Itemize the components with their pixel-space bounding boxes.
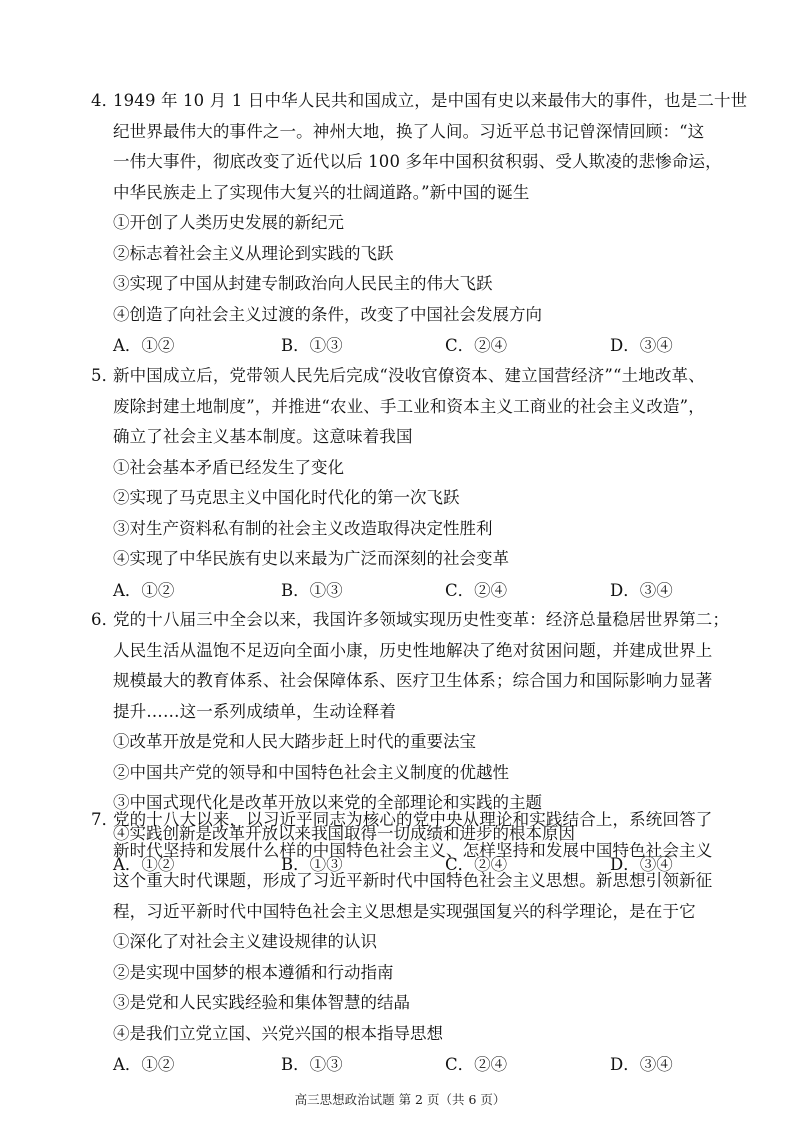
- statement-option: ③中国式现代化是改革开放以来党的全部理论和实践的主题: [113, 793, 542, 812]
- question-stem-line: 纪世界最伟大的事件之一。神州大地，换了人间。习近平总书记曾深情回顾：“这: [113, 121, 705, 141]
- statement-option: ④是我们立党立国、兴党兴国的根本指导思想: [113, 1023, 443, 1043]
- choice-c: C．②④: [445, 336, 508, 355]
- answer-choices: [91, 330, 731, 361]
- statement-option: ④实践创新是改革开放以来我国取得一切成绩和进步的根本原因: [113, 823, 575, 843]
- statement-option: ①改革开放是党和人民大踏步赶上时代的重要法宝: [113, 732, 476, 751]
- question-7: [91, 805, 731, 1080]
- question-stem-line: 新时代坚持和发展什么样的中国特色社会主义、怎样坚持和发展中国特色社会主义: [113, 840, 713, 860]
- statement-option: ③是党和人民实践经验和集体智慧的结晶: [113, 993, 410, 1012]
- question-number: 7．: [91, 810, 119, 829]
- question-number: 4．: [91, 91, 119, 110]
- statement-option: ②标志着社会主义从理论到实践的飞跃: [113, 243, 394, 263]
- answer-choices: [91, 1049, 731, 1080]
- choice-a: A．①②: [113, 336, 175, 355]
- question-stem-line: 人民生活从温饱不足迈向全面小康，历史性地解决了绝对贫困问题，并建成世界上: [113, 640, 713, 660]
- question-number: 5．: [91, 366, 119, 385]
- choice-d: D．③④: [610, 855, 673, 874]
- question-stem-line: 5．新中国成立后，党带领人民先后完成“没收官僚资本、建立国营经济”“土地改革、: [91, 361, 731, 392]
- question-4: [91, 86, 748, 361]
- choice-b: B．①③: [281, 580, 343, 600]
- statement-option: ④创造了向社会主义过渡的条件，改变了中国社会发展方向: [113, 304, 542, 324]
- choice-d: D．③④: [610, 1055, 673, 1074]
- choice-c: C．②④: [445, 1055, 508, 1074]
- question-stem-line: 6．党的十八届三中全会以来，我国许多领域实现历史性变革：经济总量稳居世界第二；: [91, 605, 731, 636]
- answer-choices: [91, 575, 731, 606]
- choice-d: D．③④: [610, 336, 673, 355]
- question-stem-line: 7．党的十八大以来，以习近平同志为核心的党中央从理论和实践结合上，系统回答了: [91, 805, 731, 836]
- choice-c: C．②④: [445, 855, 508, 874]
- choice-d: D．③④: [610, 580, 673, 600]
- choice-b: B．①③: [281, 855, 343, 874]
- page-footer: 高三思想政治试题 第 2 页（共 6 页）: [294, 1092, 506, 1107]
- statement-option: ①社会基本矛盾已经发生了变化: [113, 457, 344, 477]
- question-stem-line: 这个重大时代课题，形成了习近平新时代中国特色社会主义思想。新思想引领新征: [113, 871, 713, 890]
- question-stem-line: 中华民族走上了实现伟大复兴的壮阔道路。”新中国的诞生: [113, 182, 530, 202]
- question-stem-line: 确立了社会主义基本制度。这意味着我国: [113, 427, 413, 446]
- statement-option: ④实现了中华民族有史以来最为广泛而深刻的社会变革: [113, 549, 509, 568]
- statement-option: ③对生产资料私有制的社会主义改造取得决定性胜利: [113, 518, 493, 538]
- choice-a: A．①②: [113, 1055, 175, 1074]
- statement-option: ③实现了中国从封建专制政治向人民民主的伟大飞跃: [113, 274, 493, 293]
- question-5: [91, 361, 731, 606]
- statement-option: ②中国共产党的领导和中国特色社会主义制度的优越性: [113, 762, 509, 782]
- question-stem-line: 废除封建土地制度”，并推进“农业、手工业和资本主义工商业的社会主义改造”，: [113, 396, 705, 416]
- question-stem-line: 提升……这一系列成绩单，生动诠释着: [113, 701, 397, 721]
- choice-b: B．①③: [281, 336, 343, 355]
- question-stem-line: 程，习近平新时代中国特色社会主义思想是实现强国复兴的科学理论，是在于它: [113, 901, 696, 921]
- question-stem-line: 一伟大事件，彻底改变了近代以后 100 多年中国积贫积弱、受人欺凌的悲惨命运，: [113, 152, 722, 171]
- statement-option: ①深化了对社会主义建设规律的认识: [113, 932, 377, 951]
- choice-b: B．①③: [281, 1055, 343, 1074]
- statement-option: ②实现了马克思主义中国化时代化的第一次飞跃: [113, 488, 460, 507]
- statement-option: ①开创了人类历史发展的新纪元: [113, 213, 344, 232]
- question-number: 6．: [91, 610, 119, 629]
- choice-a: A．①②: [113, 855, 175, 874]
- question-stem-line: 4．1949 年 10 月 1 日中华人民共和国成立，是中国有史以来最伟大的事件，也是二十世: [91, 86, 731, 117]
- choice-c: C．②④: [445, 580, 508, 600]
- statement-option: ②是实现中国梦的根本遵循和行动指南: [113, 962, 394, 982]
- question-stem-line: 规模最大的教育体系、社会保障体系、医疗卫生体系；综合国力和国际影响力显著: [113, 671, 713, 690]
- choice-a: A．①②: [113, 580, 175, 600]
